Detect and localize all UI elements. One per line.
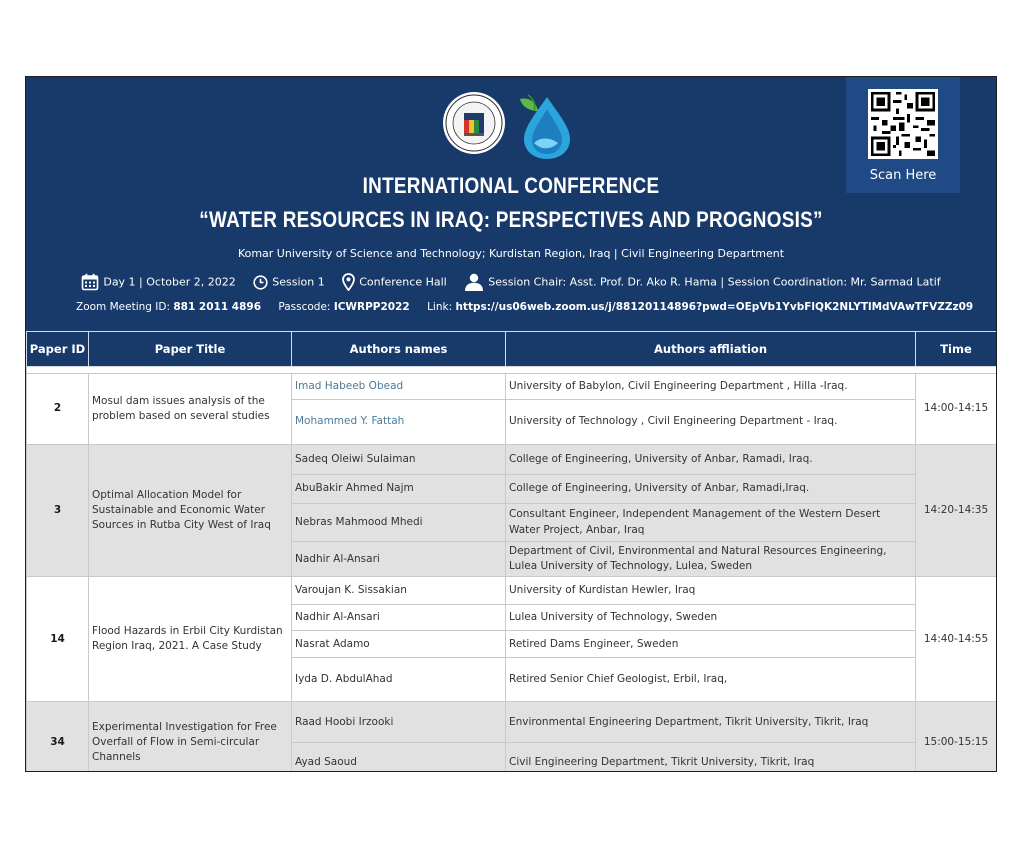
host-institution: Komar University of Science and Technology; Kurdistan Region, Iraq | Civil Engineering Department [237,247,785,260]
author-affiliation: College of Engineering, University of Anbar, Ramadi, Iraq. [506,445,916,475]
conference-title: INTERNATIONAL CONFERENCE [362,173,660,198]
column-header-time: Time [916,332,997,367]
conference-banner [26,77,996,331]
paper-schedule-table [26,331,997,772]
table-row [27,374,997,400]
author-affiliation: University of Babylon, Civil Engineering Department , Hilla -Iraq. [506,374,916,400]
session-number: Session 1 [272,275,325,289]
zoom-meeting-id[interactable]: 881 2011 4896 [173,301,262,313]
conference-schedule-page [25,76,997,772]
location-pin-icon [342,273,355,291]
column-header-paper-id: Paper ID [27,332,89,367]
author-name: Varoujan K. Sissakian [292,577,506,605]
table-row [27,445,997,475]
author-affiliation: University of Technology , Civil Engineering Department - Iraq. [506,400,916,445]
conference-theme: “WATER RESOURCES IN IRAQ: PERSPECTIVES AND PROGNOSIS” [199,207,823,232]
presentation-time: 14:20-14:35 [916,445,997,577]
author-name: Iyda D. AbdulAhad [292,658,506,702]
author-affiliation: College of Engineering, University of Anbar, Ramadi,Iraq. [506,475,916,504]
zoom-id-label: Zoom Meeting ID: [76,301,174,313]
zoom-passcode[interactable]: ICWRPP2022 [333,301,410,313]
calendar-icon [81,273,99,291]
column-header-affiliation: Authors affliation [506,332,916,367]
author-name: Nadhir Al-Ansari [292,605,506,631]
qr-code-icon[interactable] [868,89,938,159]
passcode-label: Passcode: [278,301,334,313]
table-row [27,577,997,605]
author-name: Nadhir Al-Ansari [292,542,506,577]
zoom-link-label: Link: [427,301,456,313]
presentation-time: 14:00-14:15 [916,374,997,445]
presentation-time: 14:40-14:55 [916,577,997,702]
table-row [27,702,997,743]
column-header-paper-title: Paper Title [89,332,292,367]
author-affiliation: University of Kurdistan Hewler, Iraq [506,577,916,605]
author-affiliation: Department of Civil, Environmental and Natural Resources Engineering, Lulea University of Technology, Lulea, Sweden [506,542,916,577]
session-date: Day 1 | October 2, 2022 [103,275,236,289]
paper-id: 14 [27,577,89,702]
author-affiliation: Retired Dams Engineer, Sweden [506,631,916,658]
column-header-authors: Authors names [292,332,506,367]
author-name: Sadeq Oleiwi Sulaiman [292,445,506,475]
author-affiliation: Environmental Engineering Department, Tikrit University, Tikrit, Iraq [506,702,916,743]
paper-title: Optimal Allocation Model for Sustainable and Economic Water Sources in Rutba City West of Iraq [89,445,292,577]
author-name: Nasrat Adamo [292,631,506,658]
author-name: AbuBakir Ahmed Najm [292,475,506,504]
author-affiliation: Consultant Engineer, Independent Management of the Western Desert Water Project, Anbar, Iraq [506,504,916,542]
paper-id: 3 [27,445,89,577]
session-info-bar [26,273,996,291]
session-venue: Conference Hall [359,275,447,289]
zoom-meeting-info [76,301,973,313]
author-name: Imad Habeeb Obead [292,374,506,400]
university-seal-logo [442,91,506,155]
author-affiliation: Lulea University of Technology, Sweden [506,605,916,631]
author-name: Ayad Saoud [292,743,506,772]
table-header-row [27,332,997,367]
paper-id: 2 [27,374,89,445]
session-chair: Session Chair: Asst. Prof. Dr. Ako R. Hama | Session Coordination: Mr. Sarmad Latif [488,275,941,289]
paper-title: Mosul dam issues analysis of the problem based on several studies [89,374,292,445]
water-drop-hands-logo [514,91,580,161]
paper-title: Flood Hazards in Erbil City Kurdistan Region Iraq, 2021. A Case Study [89,577,292,702]
author-affiliation: Civil Engineering Department, Tikrit University, Tikrit, Iraq [506,743,916,772]
paper-title: Experimental Investigation for Free Overfall of Flow in Semi-circular Channels [89,702,292,772]
author-affiliation: Retired Senior Chief Geologist, Erbil, Iraq, [506,658,916,702]
paper-id: 34 [27,702,89,772]
presentation-time: 15:00-15:15 [916,702,997,772]
author-name: Mohammed Y. Fattah [292,400,506,445]
person-icon [464,273,484,291]
clock-icon [253,275,268,290]
zoom-link[interactable]: https://us06web.zoom.us/j/88120114896?pwd=OEpVb1YvbFlQK2NLYTlMdVAwTFVZZz09 [455,301,974,313]
author-name: Raad Hoobi Irzooki [292,702,506,743]
qr-code-label: Scan Here [869,168,937,183]
author-name: Nebras Mahmood Mhedi [292,504,506,542]
